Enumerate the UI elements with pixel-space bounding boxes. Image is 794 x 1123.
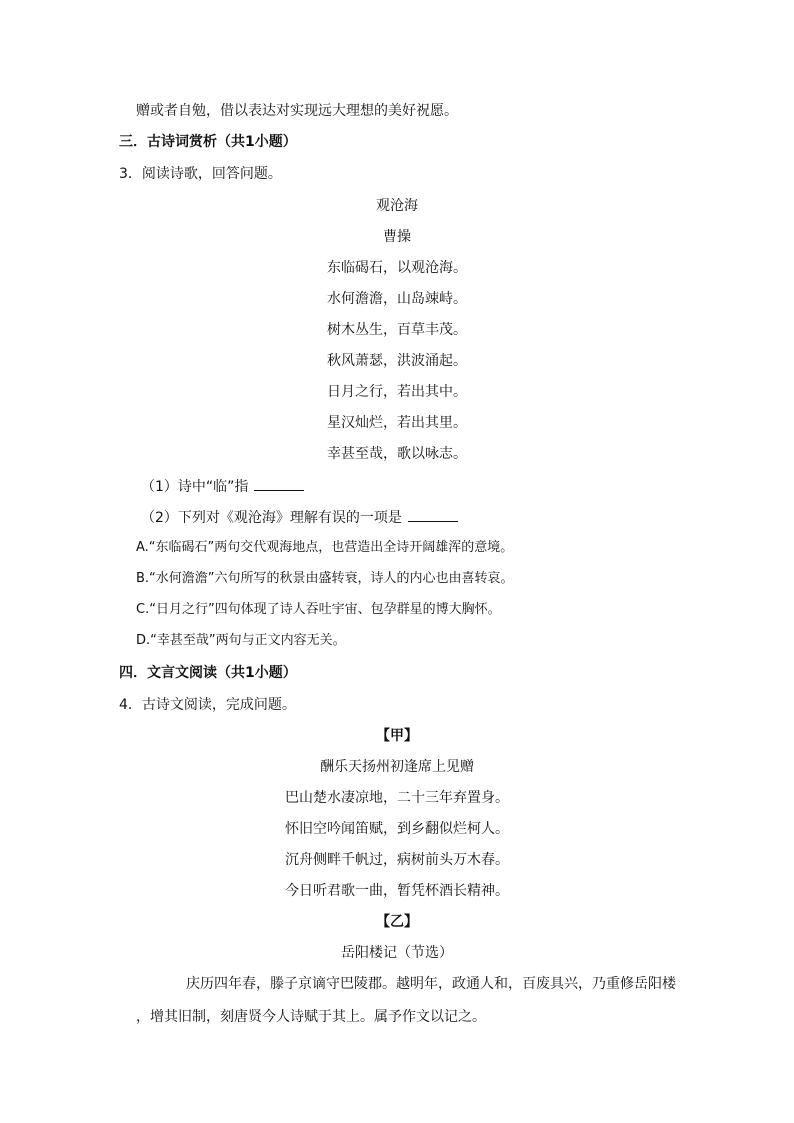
subquestion-2-text: （2）下列对《观沧海》理解有误的一项是 [141, 510, 402, 526]
option-a[interactable]: A.“东临碣石”两句交代观海地点，也营造出全诗开阔雄浑的意境。 [136, 540, 514, 555]
subquestion-1-text: （1）诗中“临”指 [141, 479, 249, 495]
option-c[interactable]: C.“日月之行”四句体现了诗人吞吐宇宙、包孕群星的博大胸怀。 [136, 602, 501, 617]
jia-line: 今日听君歌一曲，暂凭杯酒长精神。 [285, 883, 509, 899]
jia-title: 酬乐天扬州初逢席上见赠 [320, 759, 474, 775]
subquestion-2 [141, 507, 458, 528]
poem-line: 东临碣石，以观沧海。 [327, 260, 467, 276]
poem-line: 星汉灿烂，若出其里。 [327, 415, 467, 431]
yi-paragraph-line-2: ，增其旧制，刻唐贤今人诗赋于其上。属予作文以记之。 [136, 1009, 486, 1025]
question3-prompt: 3．阅读诗歌，回答问题。 [119, 166, 282, 182]
jia-line: 怀旧空吟闻笛赋，到乡翻似烂柯人。 [285, 821, 509, 837]
poem-line: 幸甚至哉，歌以咏志。 [327, 446, 467, 462]
poem-title: 观沧海 [376, 198, 418, 214]
yi-label: 【乙】 [376, 914, 418, 930]
option-b[interactable]: B.“水何澹澹”六句所写的秋景由盛转衰，诗人的内心也由喜转哀。 [136, 571, 514, 586]
question4-prompt: 4．古诗文阅读，完成问题。 [119, 697, 296, 713]
subquestion-1 [141, 476, 304, 497]
answer-blank-1[interactable] [254, 476, 304, 491]
yi-title: 岳阳楼记（节选） [341, 945, 453, 961]
jia-label: 【甲】 [376, 728, 418, 744]
option-d[interactable]: D.“幸甚至哉”两句与正文内容无关。 [136, 633, 346, 648]
poem-line: 水何澹澹，山岛竦峙。 [327, 291, 467, 307]
section4-heading: 四．文言文阅读（共1小题） [119, 665, 297, 681]
section3-heading: 三．古诗词赏析（共1小题） [119, 134, 297, 150]
jia-line: 沉舟侧畔千帆过，病树前头万木春。 [285, 852, 509, 868]
poem-line: 秋风萧瑟，洪波涌起。 [327, 353, 467, 369]
poem-line: 树木丛生，百草丰茂。 [327, 322, 467, 338]
poem-author: 曹操 [383, 229, 411, 245]
answer-blank-2[interactable] [408, 507, 458, 522]
jia-line: 巴山楚水凄凉地，二十三年弃置身。 [285, 790, 509, 806]
intro-line: 赠或者自勉，借以表达对实现远大理想的美好祝愿。 [136, 103, 458, 119]
poem-line: 日月之行，若出其中。 [327, 384, 467, 400]
yi-paragraph-line-1: 庆历四年春，滕子京谪守巴陵郡。越明年，政通人和，百废具兴，乃重修岳阳楼 [186, 976, 676, 992]
